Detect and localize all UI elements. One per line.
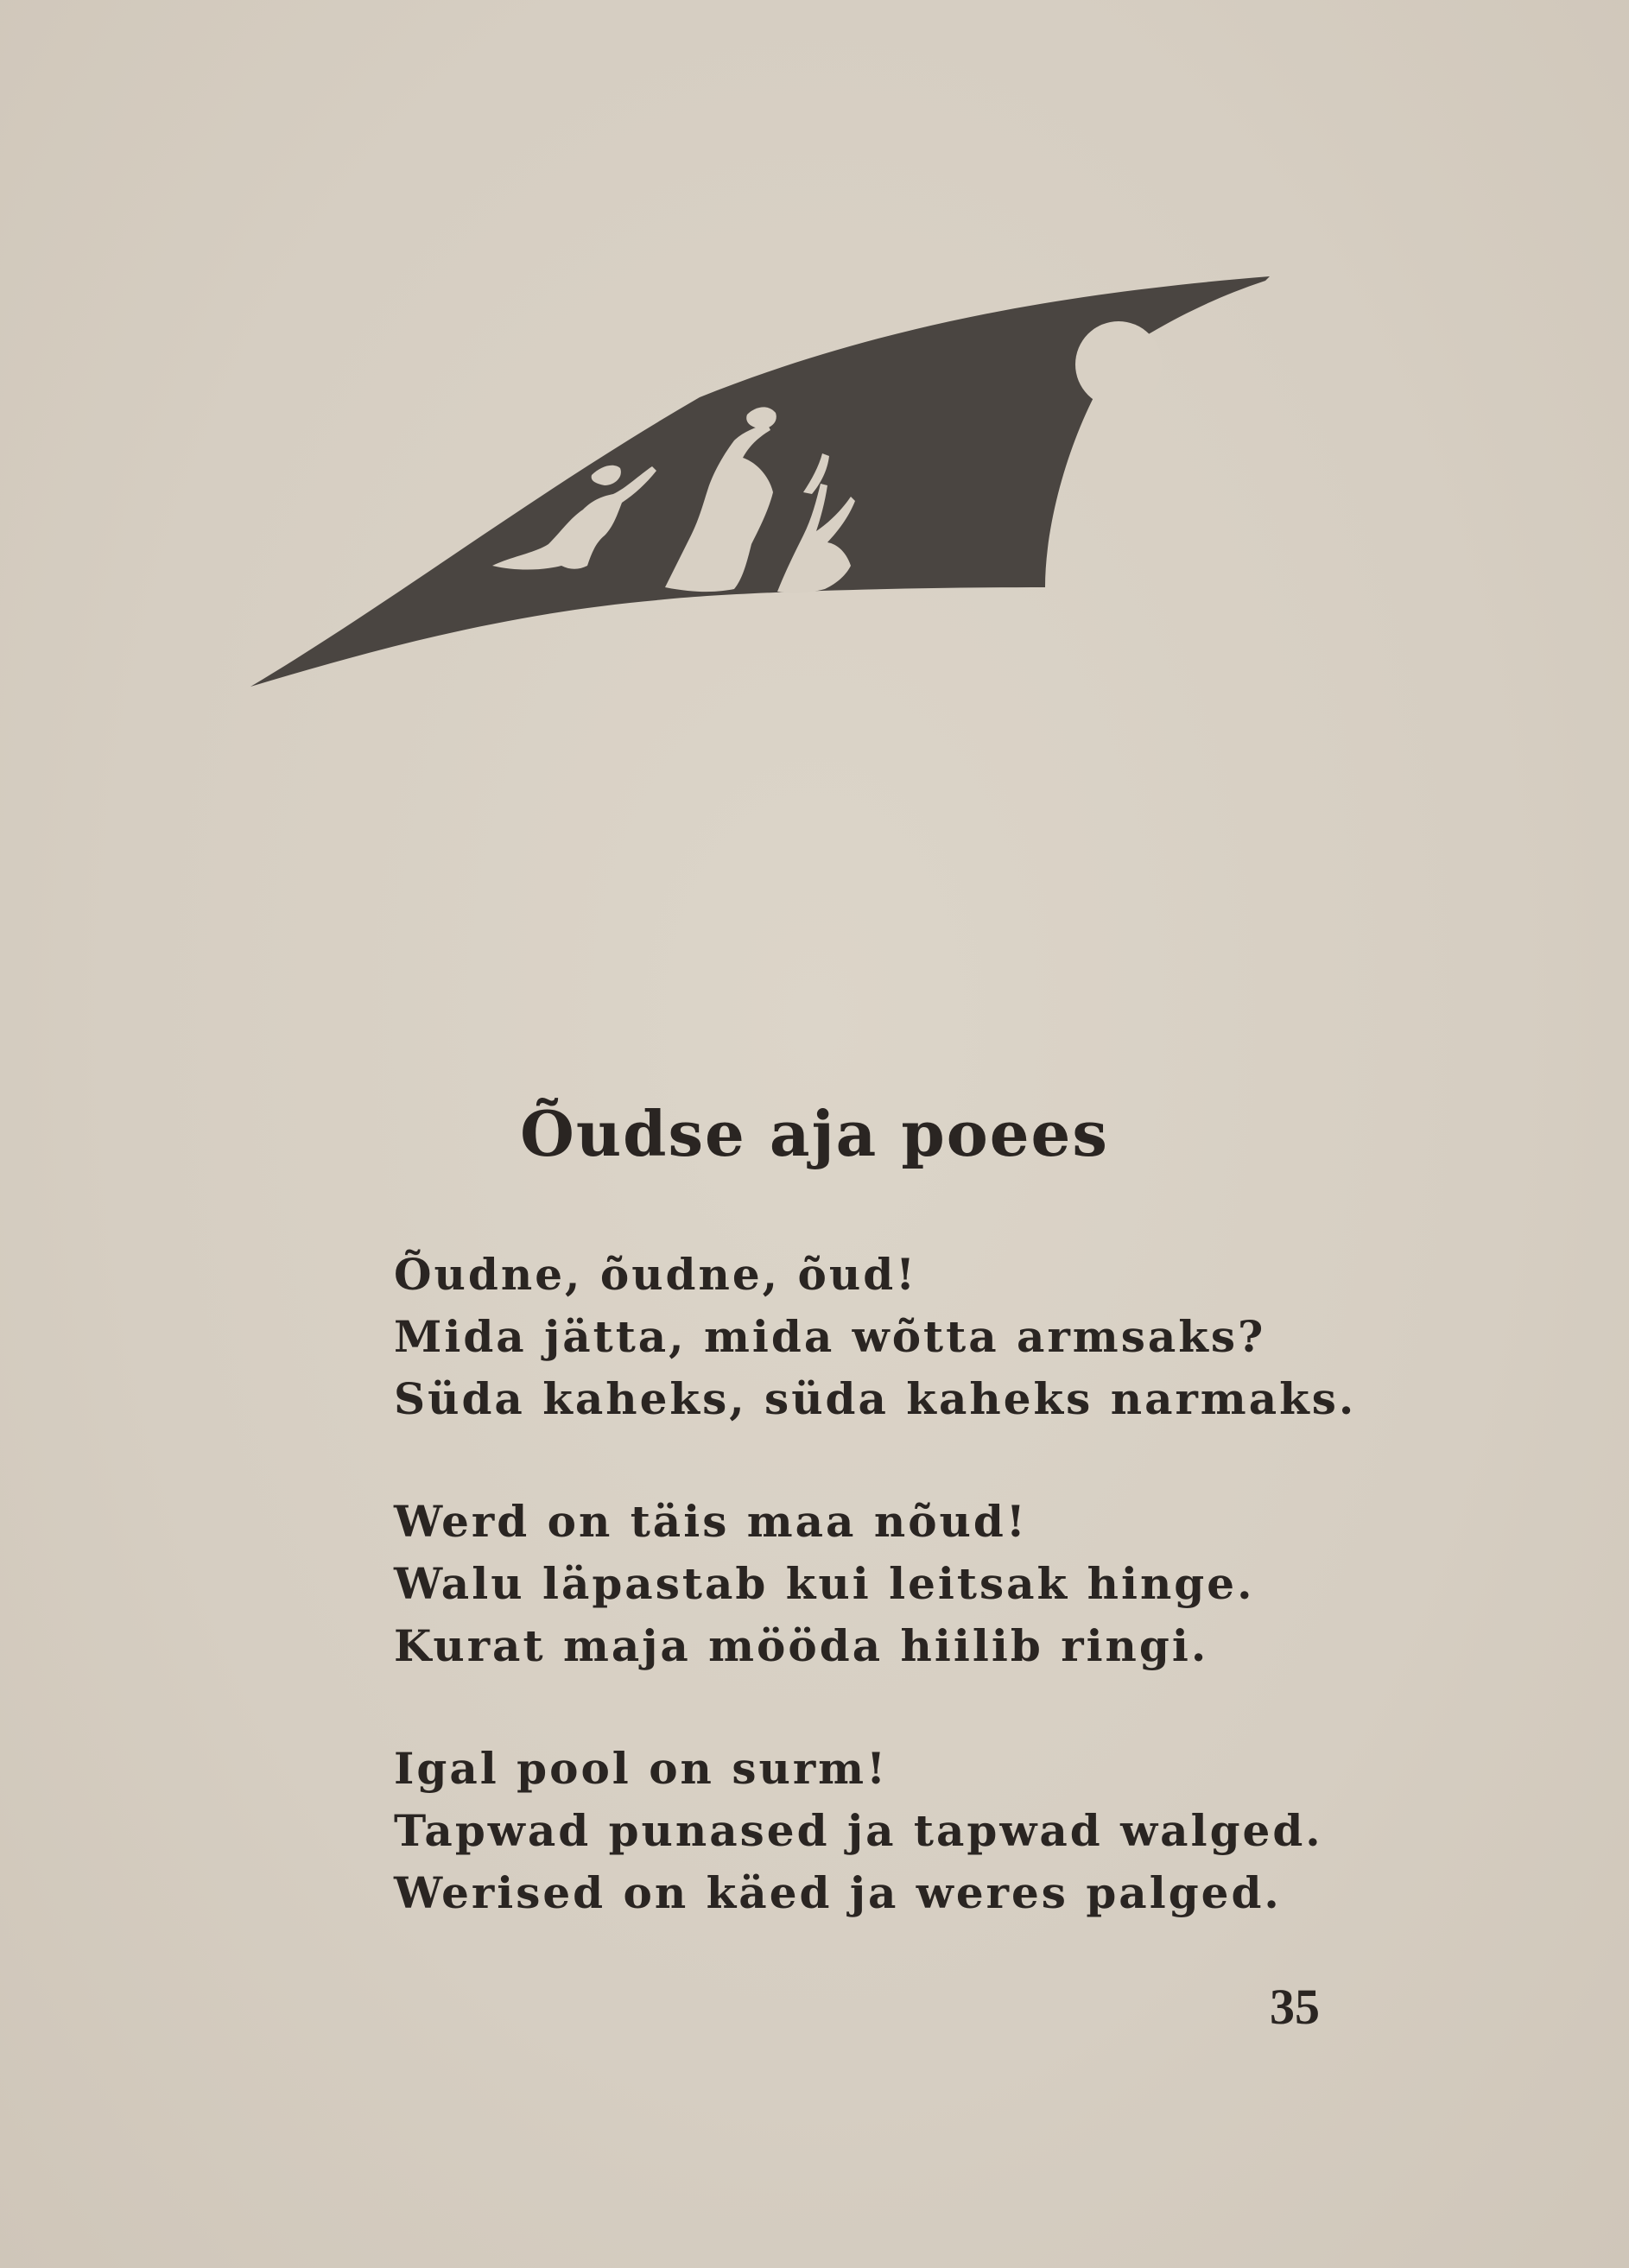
poem-line: Werised on käed ja weres palged. [394, 1867, 1282, 1918]
poem-title: Õudse aja poees [520, 1097, 1109, 1170]
stanza-3 [394, 1738, 1387, 1924]
poem-line: Kurat maja mööda hiilib ringi. [394, 1620, 1209, 1671]
poem-line: Õudne, õudne, õud! [394, 1249, 918, 1300]
poem-body [394, 1244, 1387, 1985]
stanza-2 [394, 1491, 1387, 1677]
poem-line: Igal pool on surm! [394, 1743, 889, 1794]
poem-line: Süda kaheks, süda kaheks narmaks. [394, 1373, 1357, 1424]
scythe-illustration [250, 268, 1278, 700]
page-number: 35 [1270, 1979, 1320, 2035]
moon-icon [1075, 321, 1162, 408]
poem-line: Tapwad punased ja tapwad walged. [394, 1805, 1323, 1856]
poem-line: Werd on täis maa nõud! [394, 1496, 1028, 1547]
poem-line: Walu läpastab kui leitsak hinge. [394, 1558, 1255, 1609]
stanza-1 [394, 1244, 1387, 1430]
poem-line: Mida jätta, mida wõtta armsaks? [394, 1311, 1266, 1362]
